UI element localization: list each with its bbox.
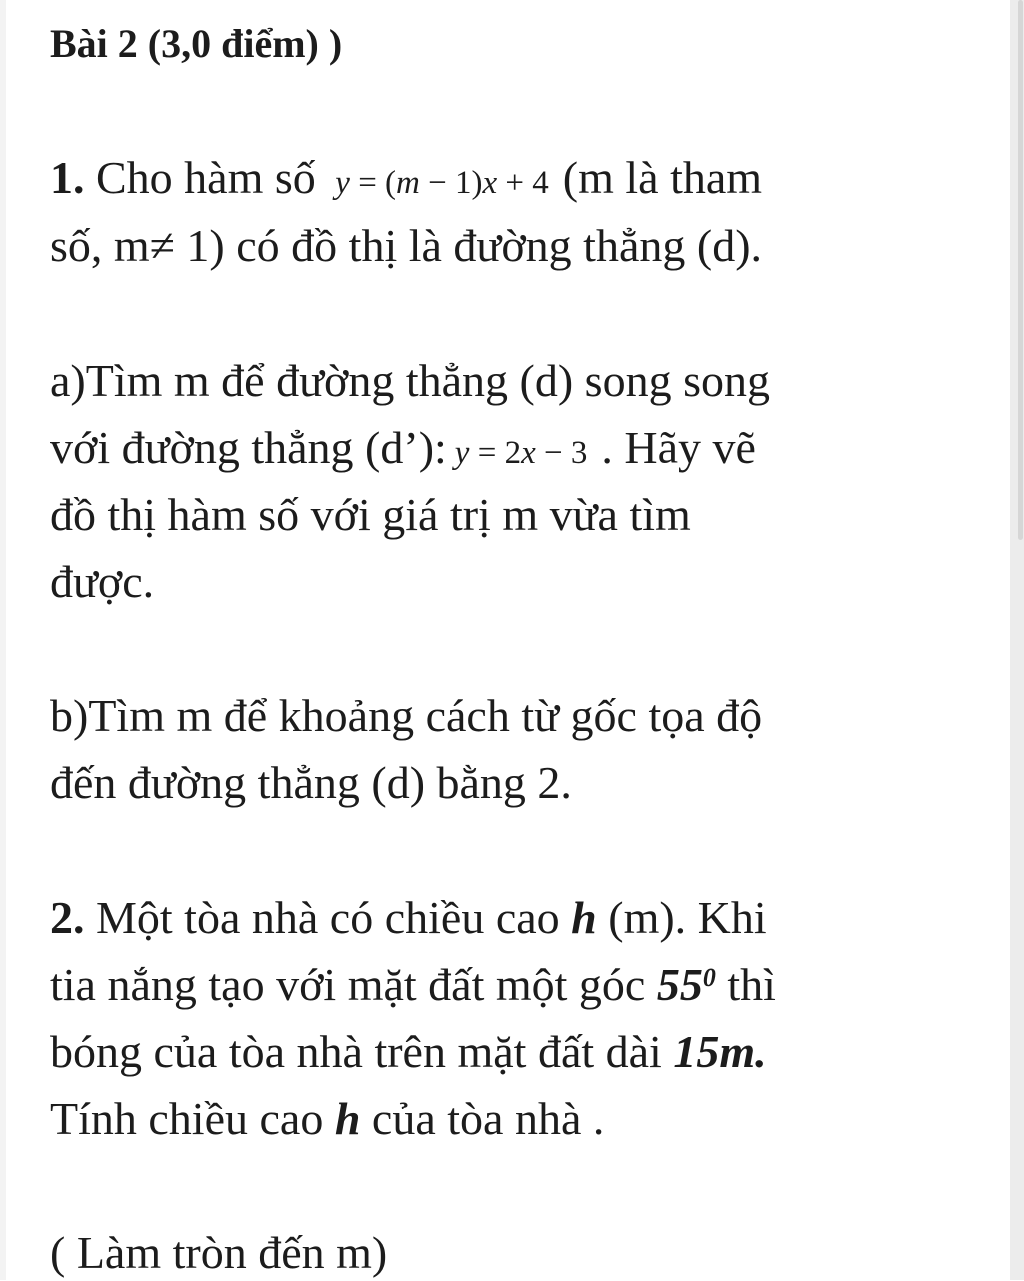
part2-number: 2. — [50, 892, 85, 943]
scrollbar-thumb[interactable] — [1018, 0, 1023, 540]
part1-line1 — [50, 150, 762, 211]
part-a-line1: a)Tìm m để đường thẳng (d) song song — [50, 355, 770, 406]
part-a-line3: đồ thị hàm số với giá trị m vừa tìm — [50, 489, 691, 540]
parallel-line-formula: y = 2x − 3 — [454, 435, 588, 471]
shadow-length: 15m. — [673, 1026, 767, 1077]
part-b-line1: b)Tìm m để khoảng cách từ gốc tọa độ — [50, 690, 763, 741]
height-variable: h — [571, 892, 597, 943]
part2-line4: Tính chiều cao h của tòa nhà . — [50, 1093, 605, 1144]
part1-line2: số, m≠ 1) có đồ thị là đường thẳng (d). — [50, 220, 763, 271]
part-b-line2: đến đường thẳng (d) bằng 2. — [50, 757, 572, 808]
part2-line3: bóng của tòa nhà trên mặt đất dài 15m. — [50, 1026, 767, 1077]
function-formula: y = (m − 1)x + 4 — [335, 165, 549, 201]
height-variable-2: h — [334, 1093, 361, 1144]
part1-number: 1. — [50, 152, 85, 203]
left-edge — [0, 0, 6, 1280]
exercise-title: Bài 2 (3,0 điểm) ) — [50, 21, 343, 66]
part1-intro: Cho hàm số — [84, 152, 316, 203]
rounding-note: ( Làm tròn đến m) — [50, 1227, 388, 1278]
part-a-line4: được. — [50, 556, 155, 607]
part1-line1-tail: (m là tham — [562, 152, 763, 203]
angle-value: $55^0$ — [656, 959, 716, 1010]
scrollbar-track[interactable] — [1010, 0, 1024, 1280]
part-a-line2: với đường thẳng (d’): y = 2x − 3 . Hãy vẽ — [50, 422, 756, 473]
part2-line2: tia nắng tạo với mặt đất một góc $55^0$ thì — [50, 959, 776, 1010]
part2-line1: 2. Một tòa nhà có chiều cao h (m). Khi — [50, 892, 767, 943]
